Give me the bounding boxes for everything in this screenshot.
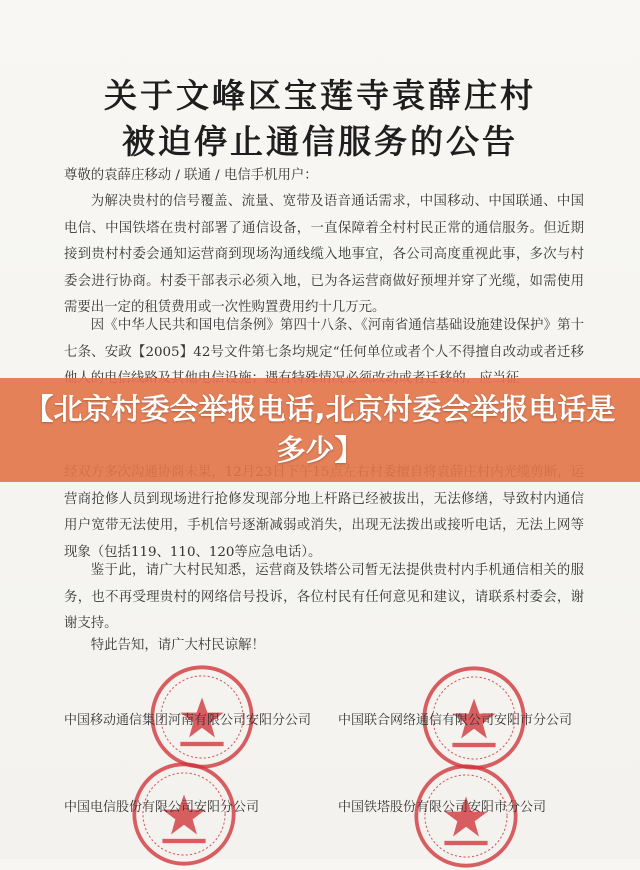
official-seal-icon	[412, 762, 520, 870]
signer-china-mobile: 中国移动通信集团河南有限公司安阳分公司	[64, 713, 312, 728]
paragraph-2: 因《中华人民共和国电信条例》第四十八条、《河南省通信基础设施建设保护》第十七条、安政【2005】42号文件第七条均规定“任何单位或者个人不得擅自改动或者迁移	[64, 318, 584, 360]
notice-title-line2: 被迫停止通信服务的公告	[122, 122, 518, 161]
title-banner	[0, 378, 640, 482]
paragraph-1: 为解决贵村的信号覆盖、流量、宽带及语音通话需求，中国移动、中国联通、中国电信、中国铁塔在贵村部署了通信设备，一直保障着全村村民正常的通信服务。但近期接到贵村村委会通知运营商到现场沟通线缆入地事宜，各公司高度重视此事，多次与村委会进行协商。村委干部表示必须入地，已为各运营商做好预埋并穿了光缆，如需使用需要出一定的租赁费用或一次性购置费用约十几万元。	[64, 194, 584, 315]
banner-title: 【北京村委会举报电话,北京村委会举报电话是多少】	[24, 392, 616, 467]
signer-china-tower: 中国铁塔股份有限公司安阳市分公司	[338, 800, 547, 815]
paragraph-5: 特此告知，请广大村民谅解！	[90, 638, 265, 653]
signer-china-telecom: 中国电信股份有限公司安阳分公司	[64, 800, 260, 815]
notice-title-line1: 关于文峰区宝莲寺袁薛庄村	[104, 76, 536, 115]
signer-china-unicom: 中国联合网络通信有限公司安阳市分公司	[338, 713, 573, 728]
paragraph-3: 营商抢修人员到现场进行抢修发现部分地上杆路已经被拔出，无法修缮，导致村内通信用户宽带无法使用，手机信号逐渐减弱或消失，出现无法拨出或接听电话，无法上网等现象（包括119、110、120等应急电话）。	[64, 491, 584, 560]
paragraph-4: 鉴于此，请广大村民知悉，运营商及铁塔公司暂无法提供贵村内手机通信相关的服务，也不再受理贵村的网络信号投诉，各位村民有任何意见和建议，请联系村委会，谢谢支持。	[64, 563, 584, 631]
greeting: 尊敬的袁薛庄移动 / 联通 / 电信手机用户：	[64, 168, 318, 183]
